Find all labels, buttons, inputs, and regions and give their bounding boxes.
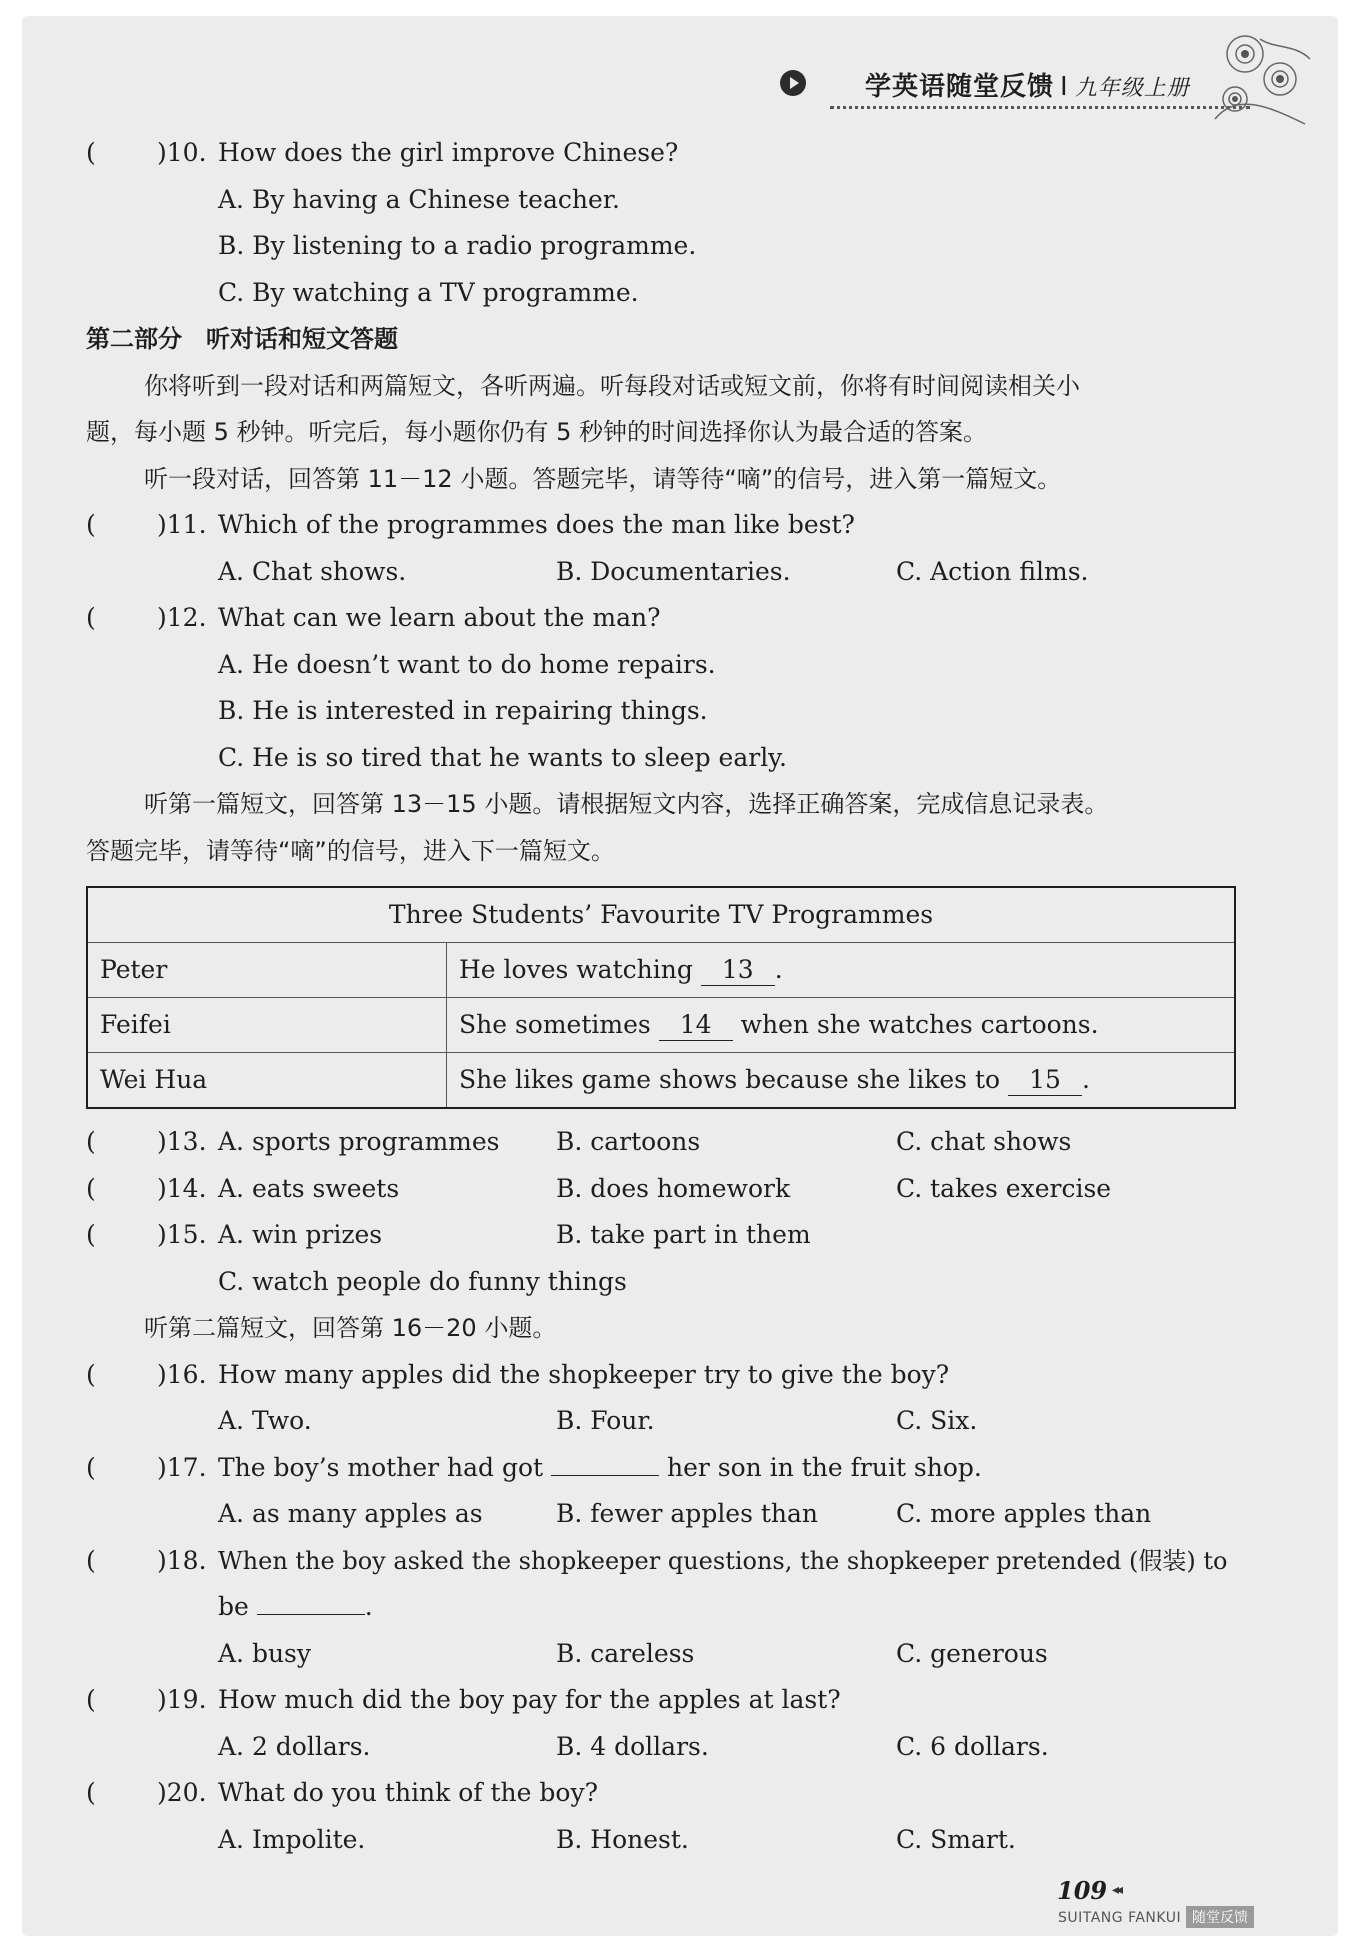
option-c: C. Action films. bbox=[896, 556, 1089, 586]
option-a: A. win prizes bbox=[218, 1220, 383, 1249]
answer-paren[interactable]: ( bbox=[86, 1545, 96, 1575]
passage1-instruction-line1: 听第一篇短文，回答第 13－15 小题。请根据短文内容，选择正确答案，完成信息记录表。 bbox=[144, 790, 1109, 818]
option-c: C. Smart. bbox=[896, 1824, 1016, 1854]
option-b: B. Four. bbox=[556, 1406, 655, 1435]
question-20 bbox=[86, 1770, 1246, 1817]
answer-paren[interactable]: ( bbox=[86, 138, 96, 167]
fill-blank[interactable] bbox=[257, 1614, 365, 1615]
answer-paren[interactable]: ( bbox=[86, 1173, 96, 1203]
question-number: )19. bbox=[157, 1685, 207, 1714]
section-intro-line2: 题，每小题 5 秒钟。听完后，每小题你仍有 5 秒钟的时间选择你认为最合适的答案。 bbox=[86, 418, 988, 446]
option-b: B. take part in them bbox=[556, 1220, 811, 1249]
info-record-table bbox=[86, 886, 1236, 1109]
question-text bbox=[218, 1445, 982, 1492]
question-number: )14. bbox=[157, 1173, 207, 1203]
flower-decoration-icon bbox=[1205, 24, 1315, 134]
question-number: )15. bbox=[157, 1220, 207, 1249]
header-dotted-line bbox=[830, 106, 1250, 109]
option-a: A. Impolite. bbox=[218, 1824, 366, 1854]
cell-text-after: . bbox=[774, 954, 783, 984]
question-text: Which of the programmes does the man like best? bbox=[218, 510, 855, 539]
option-a: A. By having a Chinese teacher. bbox=[218, 184, 620, 214]
answer-paren[interactable]: ( bbox=[86, 603, 96, 632]
brand-chinese: 随堂反馈 bbox=[1186, 1906, 1254, 1928]
question-number: )10. bbox=[157, 138, 207, 167]
option-a: A. Two. bbox=[218, 1406, 312, 1435]
answer-paren[interactable]: ( bbox=[86, 510, 96, 539]
question-text: What do you think of the boy? bbox=[218, 1778, 598, 1807]
answer-paren[interactable]: ( bbox=[86, 1127, 96, 1156]
student-name: Feifei bbox=[87, 998, 447, 1053]
question-text: How much did the boy pay for the apples at last? bbox=[218, 1685, 841, 1714]
page-number: 109 bbox=[1057, 1876, 1108, 1905]
answer-paren[interactable]: ( bbox=[86, 1778, 96, 1807]
question-10 bbox=[86, 130, 1246, 177]
favourite-cell bbox=[447, 943, 1236, 998]
option-c: C. takes exercise bbox=[896, 1173, 1112, 1203]
question-number: )11. bbox=[157, 510, 207, 539]
cell-text: She likes game shows because she likes to bbox=[459, 1064, 1001, 1094]
section-intro-line1: 你将听到一段对话和两篇短文，各听两遍。听每段对话或短文前，你将有时间阅读相关小 bbox=[144, 371, 1080, 400]
question-text: What can we learn about the man? bbox=[218, 603, 661, 632]
favourite-cell bbox=[447, 998, 1236, 1053]
table-row bbox=[87, 998, 1235, 1053]
play-icon bbox=[780, 70, 806, 96]
blank-13[interactable]: 13 bbox=[701, 955, 775, 986]
option-a: A. He doesn’t want to do home repairs. bbox=[218, 649, 716, 679]
option-c: C. Six. bbox=[896, 1406, 978, 1435]
question-18 bbox=[86, 1538, 1246, 1585]
question-number: )20. bbox=[157, 1778, 207, 1807]
book-title bbox=[865, 66, 1190, 103]
option-c: C. watch people do funny things bbox=[218, 1266, 627, 1296]
option-c: C. By watching a TV programme. bbox=[218, 277, 639, 307]
student-name: Wei Hua bbox=[87, 1053, 447, 1109]
table-row bbox=[87, 1053, 1235, 1109]
question-number: )12. bbox=[157, 603, 207, 632]
option-c: C. generous bbox=[896, 1638, 1048, 1668]
option-a: A. 2 dollars. bbox=[218, 1731, 371, 1761]
book-title-main: 学英语随堂反馈 bbox=[865, 72, 1055, 102]
answer-paren[interactable]: ( bbox=[86, 1685, 96, 1714]
question-text: When the boy asked the shopkeeper questions, the shopkeeper pretended (假装) to bbox=[218, 1546, 1228, 1575]
page-header bbox=[780, 62, 1240, 112]
option-a: A. eats sweets bbox=[218, 1173, 400, 1203]
passage1-instruction-line2: 答题完毕，请等待“嘀”的信号，进入下一篇短文。 bbox=[86, 836, 615, 865]
option-a: A. as many apples as bbox=[218, 1499, 483, 1528]
blank-14[interactable]: 14 bbox=[659, 1010, 733, 1041]
question-17 bbox=[86, 1445, 1246, 1492]
section-title: 第二部分 听对话和短文答题 bbox=[86, 325, 398, 353]
option-b: B. Documentaries. bbox=[556, 556, 791, 586]
answer-paren[interactable]: ( bbox=[86, 1359, 96, 1389]
cell-text-after: . bbox=[1082, 1064, 1090, 1094]
option-b: B. careless bbox=[556, 1638, 695, 1668]
option-b: B. does homework bbox=[556, 1173, 791, 1203]
table-row bbox=[87, 943, 1235, 998]
cell-text: He loves watching bbox=[459, 954, 693, 984]
book-subtitle: 九年级上册 bbox=[1074, 76, 1190, 101]
footer-brand bbox=[1058, 1906, 1258, 1928]
option-a: A. busy bbox=[218, 1638, 312, 1668]
title-separator: I bbox=[1060, 72, 1069, 102]
option-b: B. 4 dollars. bbox=[556, 1731, 709, 1761]
question-number: )16. bbox=[157, 1359, 207, 1389]
question-19 bbox=[86, 1677, 1246, 1724]
question-16 bbox=[86, 1352, 1246, 1399]
option-c: C. chat shows bbox=[896, 1127, 1072, 1156]
question-11 bbox=[86, 502, 1246, 549]
question-13 bbox=[86, 1119, 1246, 1166]
passage2-instruction: 听第二篇短文，回答第 16－20 小题。 bbox=[144, 1314, 557, 1342]
answer-paren[interactable]: ( bbox=[86, 1220, 96, 1249]
question-text-after: . bbox=[364, 1592, 373, 1621]
question-number: )13. bbox=[157, 1127, 207, 1156]
student-name: Peter bbox=[87, 943, 447, 998]
table-title: Three Students’ Favourite TV Programmes bbox=[87, 887, 1235, 943]
option-c: C. more apples than bbox=[896, 1499, 1152, 1528]
blank-15[interactable]: 15 bbox=[1008, 1065, 1082, 1096]
option-a: A. sports programmes bbox=[218, 1127, 500, 1156]
option-c: C. 6 dollars. bbox=[896, 1731, 1049, 1761]
option-b: B. Honest. bbox=[556, 1824, 689, 1854]
question-14 bbox=[86, 1166, 1246, 1213]
question-text-before: The boy’s mother had got bbox=[218, 1452, 544, 1482]
double-arrow-left-icon: ◂◂ bbox=[1112, 1882, 1121, 1898]
exercise-content bbox=[86, 130, 1246, 1863]
option-b: B. By listening to a radio programme. bbox=[218, 231, 697, 260]
question-text: How does the girl improve Chinese? bbox=[218, 138, 679, 167]
answer-paren[interactable]: ( bbox=[86, 1452, 96, 1482]
option-b: B. cartoons bbox=[556, 1127, 701, 1156]
question-15 bbox=[86, 1212, 1246, 1259]
dialogue-instruction: 听一段对话，回答第 11－12 小题。答题完毕，请等待“嘀”的信号，进入第一篇短文。 bbox=[144, 464, 1062, 493]
question-number: )17. bbox=[157, 1452, 207, 1482]
brand-english: SUITANG FANKUI bbox=[1058, 1910, 1182, 1926]
option-b: B. fewer apples than bbox=[556, 1499, 819, 1528]
option-b: B. He is interested in repairing things. bbox=[218, 696, 708, 725]
question-text-after: her son in the fruit shop. bbox=[666, 1452, 982, 1482]
option-c: C. He is so tired that he wants to sleep early. bbox=[218, 742, 787, 772]
question-text: How many apples did the shopkeeper try to give the boy? bbox=[218, 1359, 950, 1389]
question-12 bbox=[86, 595, 1246, 642]
option-a: A. Chat shows. bbox=[218, 556, 407, 586]
question-number: )18. bbox=[157, 1545, 207, 1575]
question-text-before: be bbox=[218, 1592, 249, 1621]
fill-blank[interactable] bbox=[551, 1475, 659, 1476]
question-text-line2 bbox=[218, 1584, 373, 1631]
favourite-cell bbox=[447, 1053, 1236, 1109]
cell-text: She sometimes bbox=[459, 1009, 651, 1039]
cell-text-after: when she watches cartoons. bbox=[740, 1009, 1099, 1039]
